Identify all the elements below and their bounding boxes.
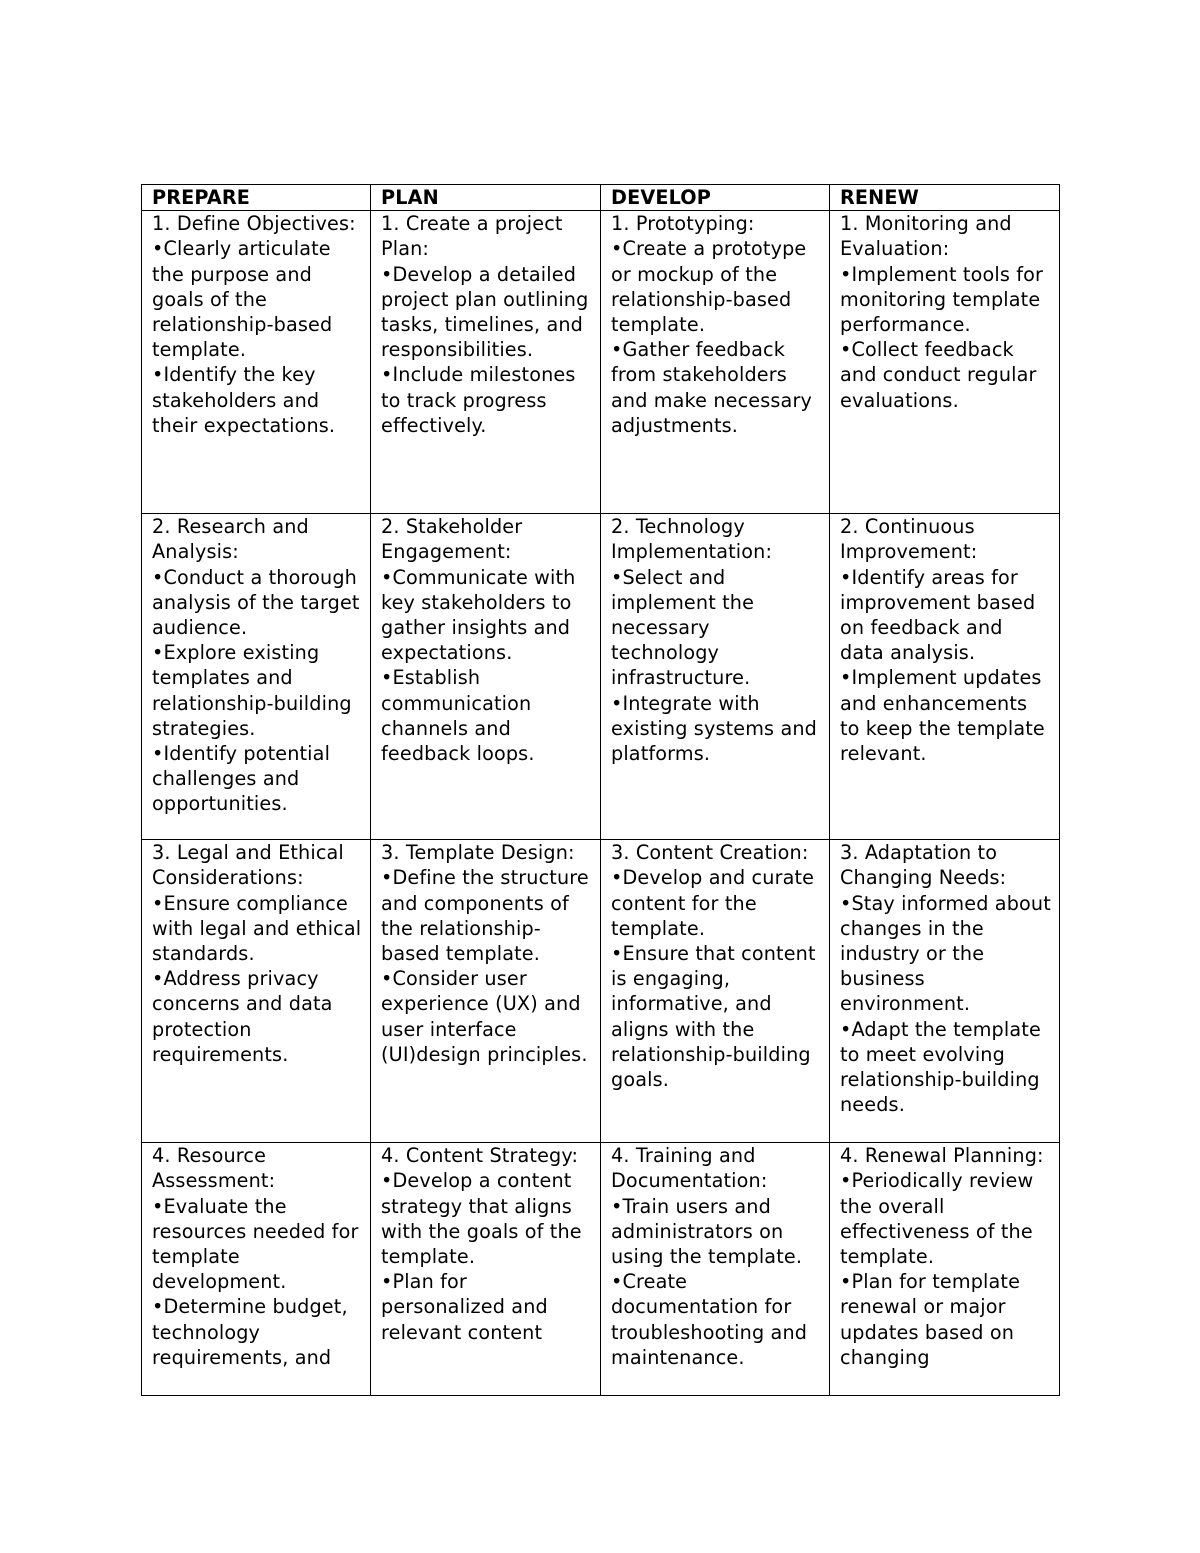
cell-bullet: •Address privacy concerns and data protection requirements. xyxy=(152,967,333,1066)
cell-bullet: •Conduct a thorough analysis of the target audience. xyxy=(152,565,360,640)
cell-bullet: •Develop and curate content for the template. xyxy=(611,866,815,940)
table-cell xyxy=(142,514,371,840)
header-prepare: PREPARE xyxy=(142,185,371,211)
cell-bullet: •Clearly articulate the purpose and goals of the relationship-based template. xyxy=(152,237,333,362)
header-renew: RENEW xyxy=(830,185,1060,211)
cell-title: 4. Renewal Planning: xyxy=(840,1144,1044,1168)
header-develop: DEVELOP xyxy=(601,185,830,211)
table-cell xyxy=(601,514,830,840)
cell-title: 3. Legal and Ethical Considerations: xyxy=(152,841,344,890)
cell-title: 1. Define Objectives: xyxy=(152,212,356,236)
cell-bullet: •Evaluate the resources needed for template development. xyxy=(152,1194,359,1294)
cell-title: 3. Content Creation: xyxy=(611,841,809,865)
cell-bullet: •Define the structure and components of the relationship-based template. xyxy=(381,866,589,966)
table-cell xyxy=(371,840,601,1143)
table-cell xyxy=(142,840,371,1143)
cell-title: 4. Training and Documentation: xyxy=(611,1144,768,1193)
cell-bullet: •Consider user experience (UX) and user interface (UI)design principles. xyxy=(381,967,588,1066)
cell-bullet: •Plan for personalized and relevant content xyxy=(381,1270,548,1344)
cell-title: 4. Resource Assessment: xyxy=(152,1144,276,1193)
cell-bullet: •Explore existing templates and relationship-building strategies. xyxy=(152,641,352,740)
table-cell xyxy=(371,1143,601,1396)
table-cell xyxy=(830,211,1060,514)
cell-bullet: •Stay informed about changes in the industry or the business environment. xyxy=(840,891,1051,1016)
cell-bullet: •Ensure that content is engaging, informative, and aligns with the relationship-building goals. xyxy=(611,942,816,1092)
cell-bullet: •Communicate with key stakeholders to gather insights and expectations. xyxy=(381,565,576,665)
table-cell xyxy=(601,1143,830,1396)
cell-bullet: •Include milestones to track progress effectively. xyxy=(381,363,576,437)
cell-title: 3. Adaptation to Changing Needs: xyxy=(840,841,1007,890)
cell-bullet: •Develop a content strategy that aligns with the goals of the template. xyxy=(381,1169,582,1269)
cell-bullet: •Create documentation for troubleshooting and maintenance. xyxy=(611,1270,808,1369)
cell-bullet: •Implement updates and enhancements to keep the template relevant. xyxy=(840,666,1045,766)
cell-title: 1. Prototyping: xyxy=(611,212,755,236)
table-cell xyxy=(601,840,830,1143)
table-cell xyxy=(371,211,601,514)
cell-bullet: •Identify areas for improvement based on feedback and data analysis. xyxy=(840,565,1036,665)
cell-bullet: •Periodically review the overall effectiveness of the template. xyxy=(840,1169,1034,1269)
cell-bullet: •Ensure compliance with legal and ethical standards. xyxy=(152,891,362,966)
table-cell xyxy=(142,211,371,514)
cell-title: 2. Research and Analysis: xyxy=(152,515,309,564)
table-row xyxy=(142,1143,1060,1396)
cell-bullet: •Adapt the template to meet evolving relationship-building needs. xyxy=(840,1017,1041,1117)
table-cell xyxy=(830,514,1060,840)
cell-bullet: •Gather feedback from stakeholders and make necessary adjustments. xyxy=(611,338,812,437)
cell-bullet: •Integrate with existing systems and platforms. xyxy=(611,691,818,766)
table-cell xyxy=(601,211,830,514)
cell-title: 2. Technology Implementation: xyxy=(611,515,773,564)
cell-title: 1. Monitoring and Evaluation: xyxy=(840,212,1012,261)
cell-bullet: •Train users and administrators on using the template. xyxy=(611,1194,803,1269)
cell-title: 2. Stakeholder Engagement: xyxy=(381,515,523,564)
cell-title: 2. Continuous Improvement: xyxy=(840,515,978,564)
cell-bullet: •Plan for template renewal or major updates based on changing xyxy=(840,1270,1021,1369)
cell-bullet: •Identify the key stakeholders and their expectations. xyxy=(152,363,336,437)
cell-bullet: •Create a prototype or mockup of the relationship-based template. xyxy=(611,237,807,337)
table-row xyxy=(142,211,1060,514)
cell-title: 4. Content Strategy: xyxy=(381,1144,579,1168)
header-row xyxy=(142,185,1060,211)
table-row xyxy=(142,840,1060,1143)
cell-bullet: •Identify potential challenges and opportunities. xyxy=(152,742,331,816)
table-row xyxy=(142,514,1060,840)
cell-bullet: •Collect feedback and conduct regular evaluations. xyxy=(840,338,1037,412)
cell-bullet: •Determine budget, technology requirements, and xyxy=(152,1295,348,1369)
cell-bullet: •Establish communication channels and feedback loops. xyxy=(381,666,535,766)
cell-bullet: •Develop a detailed project plan outlining tasks, timelines, and responsibilities. xyxy=(381,262,589,362)
table-cell xyxy=(371,514,601,840)
cell-title: 3. Template Design: xyxy=(381,841,575,865)
table-cell xyxy=(830,1143,1060,1396)
table-cell xyxy=(830,840,1060,1143)
cell-bullet: •Implement tools for monitoring template performance. xyxy=(840,262,1044,337)
phases-table xyxy=(141,184,1060,1396)
cell-title: 1. Create a project Plan: xyxy=(381,212,563,261)
table-cell xyxy=(142,1143,371,1396)
cell-bullet: •Select and implement the necessary technology infrastructure. xyxy=(611,565,755,690)
header-plan: PLAN xyxy=(371,185,601,211)
